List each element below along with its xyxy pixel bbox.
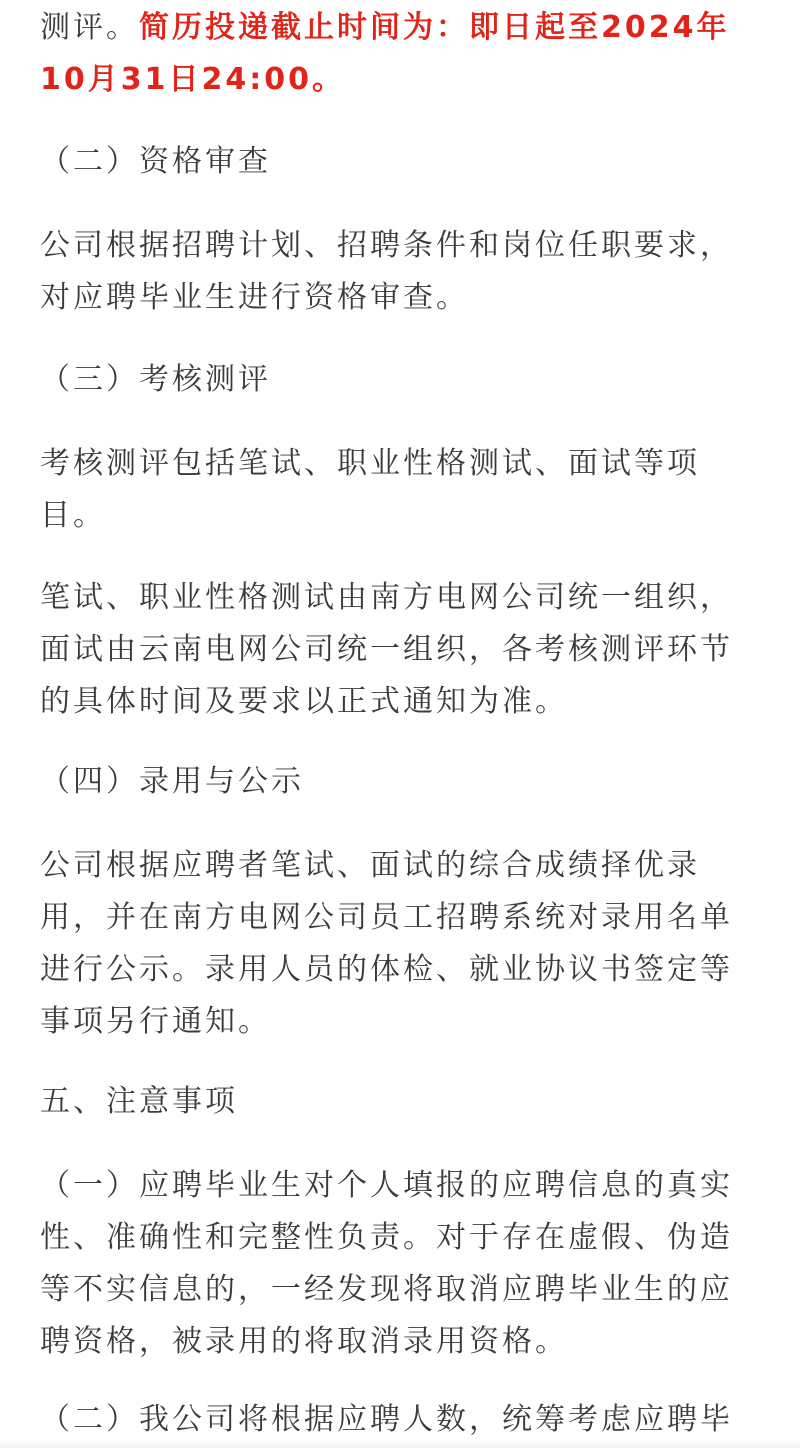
deadline-paragraph: [40, 2, 760, 106]
deadline-highlight-date: 10月31日24:00。: [40, 62, 345, 97]
note-paragraph-2: [40, 1394, 760, 1446]
paragraph-line: 公司根据招聘计划、招聘条件和岗位任职要求，: [40, 228, 733, 263]
paragraph-line: （一）应聘毕业生对个人填报的应聘信息的真实: [40, 1168, 733, 1203]
deadline-highlight-text: 简历投递截止时间为：即日起至2024年: [139, 10, 730, 45]
paragraph-line: 面试由云南电网公司统一组织，各考核测评环节: [40, 632, 733, 667]
paragraph-line: 等不实信息的，一经发现将取消应聘毕业生的应: [40, 1272, 733, 1307]
paragraph-line: 用，并在南方电网公司员工招聘系统对录用名单: [40, 900, 733, 935]
section-heading-qualification: （二）资格审查: [40, 144, 271, 179]
section-heading-hiring: （四）录用与公示: [40, 764, 304, 799]
paragraph-line: 笔试、职业性格测试由南方电网公司统一组织，: [40, 580, 733, 615]
hiring-paragraph: [40, 840, 760, 1048]
paragraph-line: 考核测评包括笔试、职业性格测试、面试等项: [40, 446, 700, 481]
section-heading-notes: 五、注意事项: [40, 1084, 238, 1119]
paragraph-line: 的具体时间及要求以正式通知为准。: [40, 684, 568, 719]
paragraph-line: 性、准确性和完整性负责。对于存在虚假、伪造: [40, 1220, 733, 1255]
paragraph-line: （二）我公司将根据应聘人数，统筹考虑应聘毕: [40, 1402, 733, 1437]
paragraph-line: 聘资格，被录用的将取消录用资格。: [40, 1324, 568, 1359]
assessment-paragraph-1: [40, 438, 760, 542]
deadline-lead-text: 测评。: [40, 10, 139, 45]
qualification-paragraph: [40, 220, 760, 324]
deadline-line-1: [40, 2, 760, 54]
note-paragraph-1: [40, 1160, 760, 1368]
assessment-paragraph-2: [40, 572, 760, 728]
paragraph-line: 目。: [40, 498, 106, 533]
paragraph-line: 事项另行通知。: [40, 1004, 271, 1039]
paragraph-line: 对应聘毕业生进行资格审查。: [40, 280, 469, 315]
section-heading-assessment: （三）考核测评: [40, 362, 271, 397]
paragraph-line: 公司根据应聘者笔试、面试的综合成绩择优录: [40, 848, 700, 883]
bottom-fade: [0, 1440, 800, 1448]
paragraph-line: 进行公示。录用人员的体检、就业协议书签定等: [40, 952, 733, 987]
